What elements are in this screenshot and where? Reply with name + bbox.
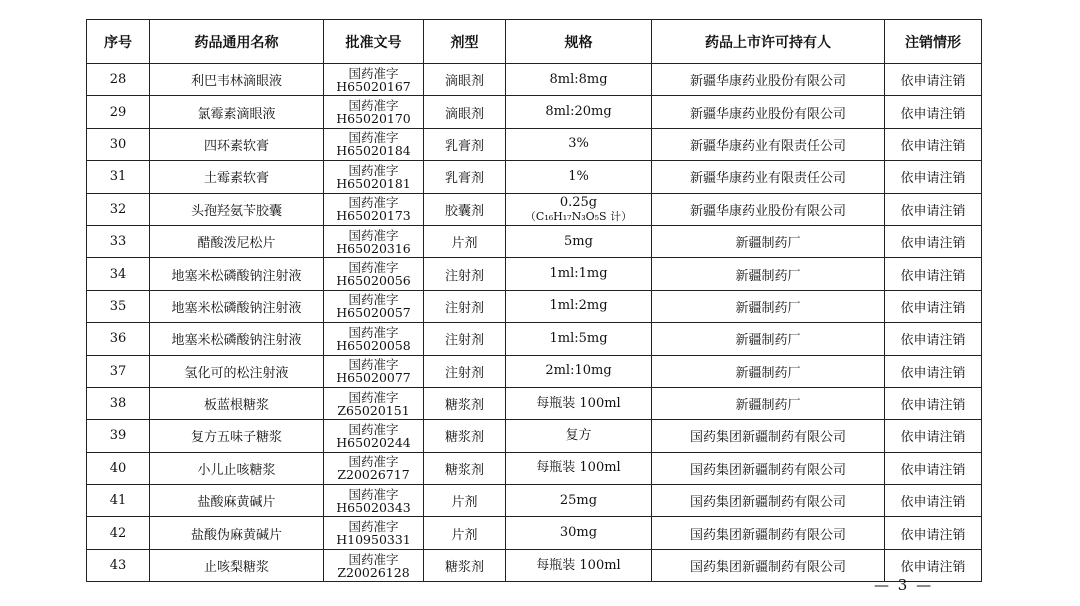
cell-specification — [506, 128, 652, 160]
approval-prefix: 国药准字 — [348, 421, 399, 437]
cell-dosage-form: 滴眼剂 — [424, 96, 506, 128]
cell-approval-number — [324, 128, 424, 160]
table-row — [87, 387, 982, 419]
cell-cancellation-status: 依申请注销 — [885, 452, 982, 484]
cell-serial-number: 28 — [87, 64, 150, 96]
cell-dosage-form: 乳膏剂 — [424, 128, 506, 160]
cell-serial-number: 37 — [87, 355, 150, 387]
cell-cancellation-status: 依申请注销 — [885, 258, 982, 290]
cell-dosage-form: 滴眼剂 — [424, 64, 506, 96]
cell-specification — [506, 355, 652, 387]
cell-drug-name: 地塞米松磷酸钠注射液 — [150, 323, 324, 355]
approval-code: H65020167 — [336, 78, 411, 94]
cell-drug-name: 四环素软膏 — [150, 128, 324, 160]
cell-dosage-form: 注射剂 — [424, 323, 506, 355]
approval-prefix: 国药准字 — [348, 486, 399, 502]
cell-serial-number: 33 — [87, 225, 150, 257]
cell-serial-number: 39 — [87, 420, 150, 452]
drug-cancellation-table — [86, 19, 982, 582]
cell-dosage-form: 片剂 — [424, 517, 506, 549]
cell-approval-number — [324, 64, 424, 96]
approval-prefix: 国药准字 — [348, 324, 399, 340]
approval-code: H65020173 — [336, 208, 411, 224]
spec-value: 1ml:1mg — [549, 266, 608, 282]
cell-approval-number — [324, 355, 424, 387]
spec-value: 每瓶装 100ml — [536, 460, 621, 476]
cell-approval-number — [324, 290, 424, 322]
table-row — [87, 420, 982, 452]
cell-license-holder: 国药集团新疆制药有限公司 — [652, 420, 885, 452]
header-cancellation-status: 注销情形 — [885, 20, 982, 64]
cell-serial-number: 35 — [87, 290, 150, 322]
table-row — [87, 452, 982, 484]
table-row — [87, 225, 982, 257]
cell-serial-number: 42 — [87, 517, 150, 549]
cell-specification — [506, 161, 652, 193]
approval-code: Z65020151 — [337, 402, 410, 418]
spec-value: 30mg — [559, 525, 598, 541]
cell-cancellation-status: 依申请注销 — [885, 420, 982, 452]
spec-note: （C₁₆H₁₇N₃O₅S 计） — [524, 209, 633, 223]
cell-specification — [506, 323, 652, 355]
cell-dosage-form: 乳膏剂 — [424, 161, 506, 193]
cell-serial-number: 34 — [87, 258, 150, 290]
approval-code: H65020057 — [336, 305, 411, 321]
cell-dosage-form: 注射剂 — [424, 355, 506, 387]
cell-serial-number: 30 — [87, 128, 150, 160]
table-row — [87, 258, 982, 290]
cell-serial-number: 38 — [87, 387, 150, 419]
cell-drug-name: 小儿止咳糖浆 — [150, 452, 324, 484]
table-row — [87, 517, 982, 549]
cell-license-holder: 新疆制药厂 — [652, 387, 885, 419]
cell-serial-number: 36 — [87, 323, 150, 355]
cell-cancellation-status: 依申请注销 — [885, 485, 982, 517]
cell-approval-number — [324, 161, 424, 193]
cell-specification — [506, 485, 652, 517]
spec-value: 5mg — [564, 233, 593, 249]
approval-prefix: 国药准字 — [348, 519, 399, 535]
cell-approval-number — [324, 96, 424, 128]
approval-prefix: 国药准字 — [348, 130, 399, 146]
cell-cancellation-status: 依申请注销 — [885, 355, 982, 387]
cell-cancellation-status: 依申请注销 — [885, 96, 982, 128]
header-approval-number: 批准文号 — [324, 20, 424, 64]
cell-specification — [506, 96, 652, 128]
cell-specification — [506, 258, 652, 290]
header-dosage-form: 剂型 — [424, 20, 506, 64]
spec-value: 3% — [568, 136, 589, 152]
page-number: — 3 — — [874, 576, 934, 594]
cell-dosage-form: 糖浆剂 — [424, 387, 506, 419]
cell-dosage-form: 糖浆剂 — [424, 420, 506, 452]
cell-approval-number — [324, 387, 424, 419]
spec-value: 每瓶装 100ml — [536, 395, 621, 411]
approval-code: H65020181 — [336, 175, 411, 191]
cell-cancellation-status: 依申请注销 — [885, 225, 982, 257]
approval-code: H65020077 — [336, 370, 411, 386]
spec-value: 2ml:10mg — [545, 363, 612, 379]
cell-specification — [506, 452, 652, 484]
cell-drug-name: 板蓝根糖浆 — [150, 387, 324, 419]
approval-code: H10950331 — [336, 532, 411, 548]
cell-drug-name: 醋酸泼尼松片 — [150, 225, 324, 257]
cell-cancellation-status: 依申请注销 — [885, 161, 982, 193]
cell-cancellation-status: 依申请注销 — [885, 193, 982, 225]
cell-license-holder: 国药集团新疆制药有限公司 — [652, 517, 885, 549]
cell-cancellation-status: 依申请注销 — [885, 128, 982, 160]
cell-license-holder: 新疆制药厂 — [652, 225, 885, 257]
cell-drug-name: 土霉素软膏 — [150, 161, 324, 193]
cell-specification — [506, 387, 652, 419]
cell-drug-name: 地塞米松磷酸钠注射液 — [150, 290, 324, 322]
spec-value: 0.25g — [559, 194, 598, 210]
cell-dosage-form: 片剂 — [424, 485, 506, 517]
cell-serial-number: 43 — [87, 549, 150, 581]
spec-value: 1% — [568, 168, 589, 184]
cell-serial-number: 40 — [87, 452, 150, 484]
cell-approval-number — [324, 420, 424, 452]
table-row — [87, 128, 982, 160]
table-row — [87, 323, 982, 355]
approval-code: H65020056 — [336, 273, 411, 289]
approval-prefix: 国药准字 — [348, 65, 399, 81]
approval-code: H65020316 — [336, 240, 411, 256]
table-row — [87, 355, 982, 387]
cell-approval-number — [324, 452, 424, 484]
cell-serial-number: 32 — [87, 193, 150, 225]
approval-prefix: 国药准字 — [348, 227, 399, 243]
approval-code: H65020343 — [336, 499, 411, 515]
cell-serial-number: 29 — [87, 96, 150, 128]
spec-value: 每瓶装 100ml — [536, 557, 621, 573]
cell-approval-number — [324, 485, 424, 517]
cell-dosage-form: 注射剂 — [424, 258, 506, 290]
approval-prefix: 国药准字 — [348, 162, 399, 178]
cell-dosage-form: 胶囊剂 — [424, 193, 506, 225]
approval-prefix: 国药准字 — [348, 260, 399, 276]
approval-code: Z20026128 — [337, 564, 410, 580]
cell-drug-name: 利巴韦林滴眼液 — [150, 64, 324, 96]
cell-drug-name: 氢化可的松注射液 — [150, 355, 324, 387]
header-serial-number: 序号 — [87, 20, 150, 64]
cell-cancellation-status: 依申请注销 — [885, 549, 982, 581]
approval-code: H65020058 — [336, 337, 411, 353]
cell-drug-name: 头孢羟氨苄胶囊 — [150, 193, 324, 225]
table-row — [87, 193, 982, 225]
approval-prefix: 国药准字 — [348, 292, 399, 308]
approval-prefix: 国药准字 — [348, 195, 399, 211]
cell-license-holder: 新疆制药厂 — [652, 290, 885, 322]
cell-drug-name: 地塞米松磷酸钠注射液 — [150, 258, 324, 290]
header-specification: 规格 — [506, 20, 652, 64]
table-row — [87, 549, 982, 581]
cell-dosage-form: 注射剂 — [424, 290, 506, 322]
table-row — [87, 290, 982, 322]
cell-approval-number — [324, 517, 424, 549]
spec-value: 1ml:2mg — [549, 298, 608, 314]
cell-license-holder: 新疆制药厂 — [652, 323, 885, 355]
cell-drug-name: 止咳梨糖浆 — [150, 549, 324, 581]
cell-license-holder: 国药集团新疆制药有限公司 — [652, 485, 885, 517]
cell-drug-name: 氯霉素滴眼液 — [150, 96, 324, 128]
approval-code: H65020170 — [336, 111, 411, 127]
header-drug-name: 药品通用名称 — [150, 20, 324, 64]
cell-specification — [506, 193, 652, 225]
cell-drug-name: 复方五味子糖浆 — [150, 420, 324, 452]
approval-code: H65020184 — [336, 143, 411, 159]
cell-specification — [506, 64, 652, 96]
cell-specification — [506, 225, 652, 257]
cell-approval-number — [324, 225, 424, 257]
cell-approval-number — [324, 549, 424, 581]
cell-approval-number — [324, 323, 424, 355]
cell-license-holder: 新疆制药厂 — [652, 258, 885, 290]
cell-license-holder: 新疆制药厂 — [652, 355, 885, 387]
cell-cancellation-status: 依申请注销 — [885, 64, 982, 96]
approval-code: H65020244 — [336, 434, 411, 450]
cell-drug-name: 盐酸伪麻黄碱片 — [150, 517, 324, 549]
approval-code: Z20026717 — [337, 467, 410, 483]
table-row — [87, 485, 982, 517]
header-row — [87, 20, 982, 64]
table-body — [87, 64, 982, 582]
cell-license-holder: 新疆华康药业股份有限公司 — [652, 193, 885, 225]
cell-cancellation-status: 依申请注销 — [885, 387, 982, 419]
spec-value: 复方 — [565, 427, 592, 443]
spec-value: 25mg — [559, 492, 598, 508]
cell-license-holder: 新疆华康药业股份有限公司 — [652, 64, 885, 96]
cell-dosage-form: 糖浆剂 — [424, 452, 506, 484]
cell-license-holder: 国药集团新疆制药有限公司 — [652, 452, 885, 484]
table-header — [87, 20, 982, 64]
header-license-holder: 药品上市许可持有人 — [652, 20, 885, 64]
cell-serial-number: 31 — [87, 161, 150, 193]
cell-specification — [506, 549, 652, 581]
cell-drug-name: 盐酸麻黄碱片 — [150, 485, 324, 517]
table-row — [87, 64, 982, 96]
cell-dosage-form: 片剂 — [424, 225, 506, 257]
cell-specification — [506, 517, 652, 549]
approval-prefix: 国药准字 — [348, 454, 399, 470]
approval-prefix: 国药准字 — [348, 98, 399, 114]
table-row — [87, 96, 982, 128]
spec-value: 8ml:8mg — [549, 71, 608, 87]
cell-dosage-form: 糖浆剂 — [424, 549, 506, 581]
cell-specification — [506, 420, 652, 452]
cell-cancellation-status: 依申请注销 — [885, 517, 982, 549]
approval-prefix: 国药准字 — [348, 389, 399, 405]
spec-value: 1ml:5mg — [549, 330, 608, 346]
approval-prefix: 国药准字 — [348, 357, 399, 373]
cell-license-holder: 新疆华康药业有限责任公司 — [652, 161, 885, 193]
cell-license-holder: 国药集团新疆制药有限公司 — [652, 549, 885, 581]
cell-license-holder: 新疆华康药业股份有限公司 — [652, 96, 885, 128]
cell-cancellation-status: 依申请注销 — [885, 290, 982, 322]
cell-approval-number — [324, 193, 424, 225]
cell-cancellation-status: 依申请注销 — [885, 323, 982, 355]
cell-license-holder: 新疆华康药业有限责任公司 — [652, 128, 885, 160]
table-row — [87, 161, 982, 193]
cell-specification — [506, 290, 652, 322]
approval-prefix: 国药准字 — [348, 551, 399, 567]
cell-serial-number: 41 — [87, 485, 150, 517]
spec-value: 8ml:20mg — [545, 104, 612, 120]
cell-approval-number — [324, 258, 424, 290]
